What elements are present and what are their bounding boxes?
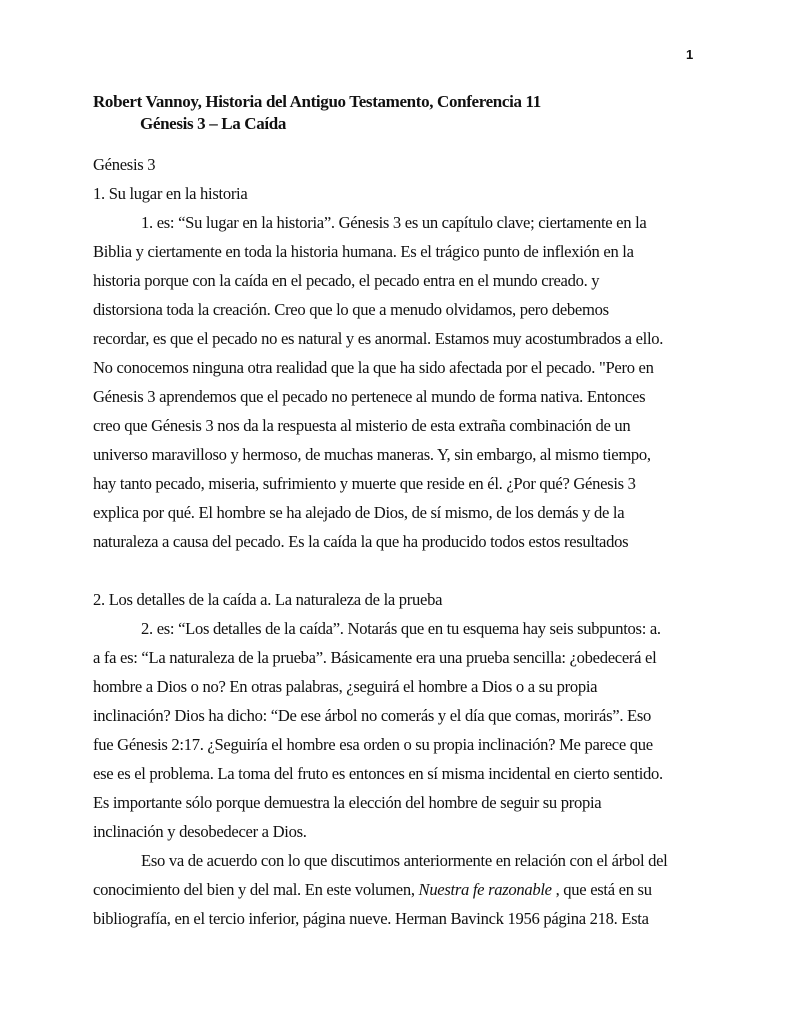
document-subtitle: Génesis 3 – La Caída: [140, 114, 287, 133]
paragraph-line: ese es el problema. La toma del fruto es entonces en sí misma incidental en cierto sentido.: [93, 764, 663, 783]
paragraph-line: fue Génesis 2:17. ¿Seguiría el hombre esa orden o su propia inclinación? Me parece que: [93, 735, 653, 754]
page-number: 1: [686, 47, 694, 62]
paragraph-line: naturaleza a causa del pecado. Es la caída la que ha producido todos estos resultados: [93, 532, 629, 551]
paragraph-line: explica por qué. El hombre se ha alejado de Dios, de sí mismo, de los demás y de la: [93, 503, 625, 522]
paragraph-line: 2. es: “Los detalles de la caída”. Notarás que en tu esquema hay seis subpuntos: a.: [141, 619, 661, 638]
paragraph-line: hay tanto pecado, miseria, sufrimiento y muerte que reside en él. ¿Por qué? Génesis 3: [93, 474, 636, 493]
section-1-heading: 1. Su lugar en la historia: [93, 184, 248, 203]
paragraph-line: Biblia y ciertamente en toda la historia humana. Es el trágico punto de inflexión en la: [93, 242, 634, 261]
paragraph-line: No conocemos ninguna otra realidad que la que ha sido afectada por el pecado. "Pero en: [93, 358, 654, 377]
text-run: conocimiento del bien y del mal. En este volumen,: [93, 880, 419, 899]
paragraph-line: inclinación y desobedecer a Dios.: [93, 822, 307, 841]
paragraph-line: [93, 880, 652, 900]
paragraph-line: Eso va de acuerdo con lo que discutimos anteriormente en relación con el árbol del: [141, 851, 668, 870]
document-title: Robert Vannoy, Historia del Antiguo Testamento, Conferencia 11: [93, 92, 541, 111]
paragraph-line: inclinación? Dios ha dicho: “De ese árbol no comerás y el día que comas, morirás”. Eso: [93, 706, 652, 725]
paragraph-line: a fa es: “La naturaleza de la prueba”. Básicamente era una prueba sencilla: ¿obedecerá el: [93, 648, 657, 667]
section-2-heading: 2. Los detalles de la caída a. La naturaleza de la prueba: [93, 590, 443, 609]
paragraph-line: historia porque con la caída en el pecado, el pecado entra en el mundo creado. y: [93, 271, 600, 290]
paragraph-line: Es importante sólo porque demuestra la elección del hombre de seguir su propia: [93, 793, 602, 812]
paragraph-line: creo que Génesis 3 nos da la respuesta al misterio de esta extraña combinación de un: [93, 416, 631, 435]
paragraph-line: universo maravilloso y hermoso, de muchas maneras. Y, sin embargo, al mismo tiempo,: [93, 445, 651, 464]
paragraph-line: 1. es: “Su lugar en la historia”. Génesis 3 es un capítulo clave; ciertamente en la: [141, 213, 647, 232]
paragraph-line: bibliografía, en el tercio inferior, página nueve. Herman Bavinck 1956 página 218. Esta: [93, 909, 649, 928]
paragraph-line: Génesis 3 aprendemos que el pecado no pertenece al mundo de forma nativa. Entonces: [93, 387, 646, 406]
paragraph-line: distorsiona toda la creación. Creo que lo que a menudo olvidamos, pero debemos: [93, 300, 609, 319]
text-run: , que está en su: [551, 880, 652, 899]
section-heading: Génesis 3: [93, 155, 156, 174]
paragraph-line: hombre a Dios o no? En otras palabras, ¿seguirá el hombre a Dios o a su propia: [93, 677, 598, 696]
paragraph-line: recordar, es que el pecado no es natural y es anormal. Estamos muy acostumbrados a ello.: [93, 329, 664, 348]
book-title-italic: Nuestra fe razonable: [418, 880, 552, 899]
